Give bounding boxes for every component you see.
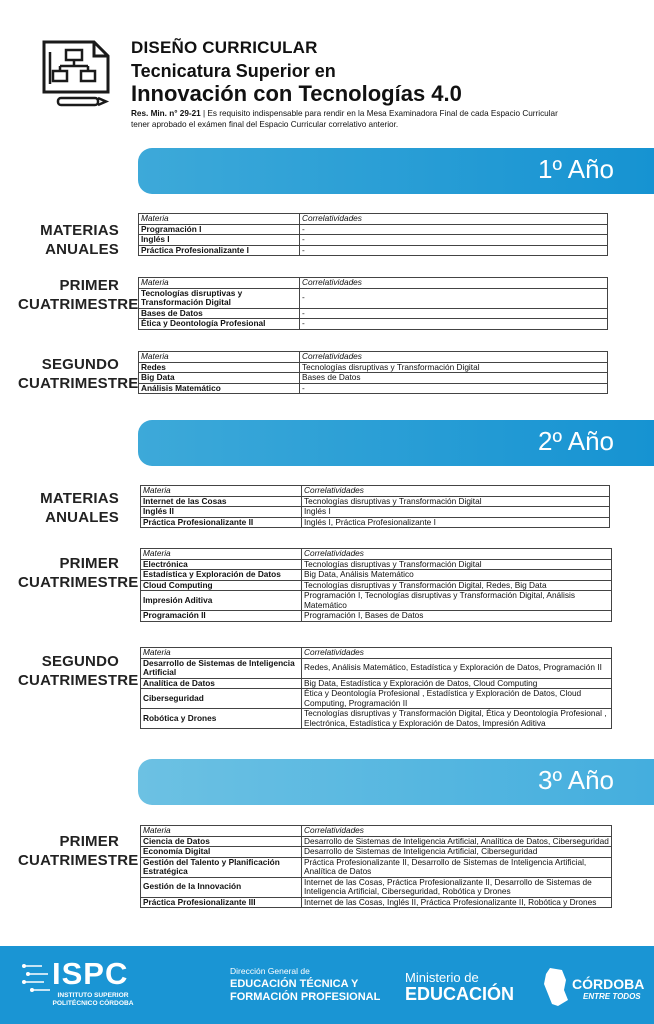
- subject-prerequisites: Big Data, Análisis Matemático: [302, 570, 612, 581]
- table-row: [141, 857, 612, 877]
- subjects-table: [140, 825, 612, 908]
- subject-prerequisites: Internet de las Cosas, Práctica Profesionalizante II, Desarrollo de Sistemas de Inteligencia Artificial, Ciberseguridad, Robótica y Drones: [302, 877, 612, 897]
- column-header-materia: Materia: [141, 549, 302, 560]
- circuit-icon: [22, 958, 56, 994]
- subject-name: Práctica Profesionalizante II: [141, 517, 302, 528]
- column-header-correlatividades: Correlatividades: [300, 352, 608, 363]
- subject-name: Práctica Profesionalizante III: [141, 897, 302, 908]
- cordoba-logo: CÓRDOBA: [572, 976, 645, 992]
- subject-name: Big Data: [139, 373, 300, 384]
- subjects-table: [140, 647, 612, 729]
- subject-name: Robótica y Drones: [141, 709, 302, 729]
- year-title: 2º Año: [537, 426, 614, 456]
- subject-name: Tecnologías disruptivas y Transformación Digital: [139, 288, 300, 308]
- subject-prerequisites: Desarrollo de Sistemas de Inteligencia Artificial, Ciberseguridad: [302, 847, 612, 858]
- year-band-2: [138, 420, 654, 466]
- table-row: [141, 591, 612, 611]
- subjects-table: [140, 548, 612, 622]
- doc-title: DISEÑO CURRICULAR: [131, 38, 318, 57]
- subject-name: Analítica de Datos: [141, 678, 302, 689]
- subject-prerequisites: Internet de las Cosas, Inglés II, Práctica Profesionalizante II, Robótica y Drones: [302, 897, 612, 908]
- table-row: [141, 559, 612, 570]
- table-row: [141, 496, 610, 507]
- subject-name: Cloud Computing: [141, 580, 302, 591]
- subject-prerequisites: Ética y Deontología Profesional , Estadística y Exploración de Datos, Cloud Computing, Programación II: [302, 689, 612, 709]
- table-row: [141, 678, 612, 689]
- resolution-label: Res. Min. n° 29-21: [131, 109, 201, 118]
- subject-name: Gestión del Talento y Planificación Estratégica: [141, 857, 302, 877]
- year-band-3: [138, 759, 654, 805]
- table-row: [141, 836, 612, 847]
- subject-prerequisites: Inglés I, Práctica Profesionalizante I: [302, 517, 610, 528]
- table-row: [141, 877, 612, 897]
- section-label: PRIMER CUATRIMESTRE: [18, 277, 139, 313]
- subjects-table: [138, 213, 608, 256]
- requirement-note: [131, 108, 561, 130]
- column-header-correlatividades: Correlatividades: [302, 486, 610, 497]
- subject-prerequisites: -: [300, 308, 608, 319]
- table-row: [139, 373, 608, 384]
- subject-prerequisites: Bases de Datos: [300, 373, 608, 384]
- subject-name: Análisis Matemático: [139, 383, 300, 394]
- table-row: [139, 308, 608, 319]
- column-header-materia: Materia: [139, 214, 300, 225]
- dg-name-line: FORMACIÓN PROFESIONAL: [230, 991, 381, 1003]
- table-row: [141, 689, 612, 709]
- dg-name: [230, 978, 380, 1004]
- subject-name: Inglés II: [141, 507, 302, 518]
- subject-name: Gestión de la Innovación: [141, 877, 302, 897]
- table-header-row: [141, 549, 612, 560]
- subject-prerequisites: Tecnologías disruptivas y Transformación Digital: [302, 496, 610, 507]
- subject-prerequisites: Programación I, Bases de Datos: [302, 611, 612, 622]
- table-row: [141, 517, 610, 528]
- subject-name: Programación I: [139, 224, 300, 235]
- table-header-row: [139, 352, 608, 363]
- cordoba-map-icon: [540, 966, 570, 1008]
- requirement-text: | Es requisito indispensable para rendir en la Mesa Examinadora Final de cada Espacio Curricular tener aprobado el exámen final del Espacio Curricular correlativo anterior.: [131, 109, 558, 129]
- table-row: [141, 570, 612, 581]
- table-row: [141, 658, 612, 678]
- subject-prerequisites: -: [300, 383, 608, 394]
- subjects-table: [140, 485, 610, 528]
- subject-name: Ciencia de Datos: [141, 836, 302, 847]
- table-row: [141, 847, 612, 858]
- subject-name: Redes: [139, 362, 300, 373]
- curriculum-diagram-icon: [38, 38, 116, 110]
- dg-label: Dirección General de: [230, 966, 310, 976]
- ministry-name: EDUCACIÓN: [405, 984, 515, 1004]
- section-label: SEGUNDO CUATRIMESTRE: [18, 356, 139, 392]
- subject-prerequisites: Tecnologías disruptivas y Transformación Digital: [302, 559, 612, 570]
- subject-prerequisites: Práctica Profesionalizante II, Desarrollo de Sistemas de Inteligencia Artificial, Analítica de Datos: [302, 857, 612, 877]
- column-header-correlatividades: Correlatividades: [300, 214, 608, 225]
- table-row: [141, 580, 612, 591]
- table-header-row: [139, 214, 608, 225]
- table-header-row: [139, 278, 608, 289]
- table-row: [141, 611, 612, 622]
- column-header-materia: Materia: [141, 648, 302, 659]
- subject-prerequisites: Tecnologías disruptivas y Transformación Digital, Ética y Deontología Profesional , Electrónica, Estadística y Exploración de Datos, Impresión Aditiva: [302, 709, 612, 729]
- doc-subtitle: Tecnicatura Superior en: [131, 61, 336, 81]
- ministry-label: Ministerio de: [405, 970, 479, 985]
- subject-prerequisites: Redes, Análisis Matemático, Estadística y Exploración de Datos, Programación II: [302, 658, 612, 678]
- table-row: [141, 897, 612, 908]
- subject-prerequisites: -: [300, 224, 608, 235]
- subject-name: Estadística y Exploración de Datos: [141, 570, 302, 581]
- subject-prerequisites: Inglés I: [302, 507, 610, 518]
- subject-name: Ética y Deontología Profesional: [139, 319, 300, 330]
- column-header-materia: Materia: [139, 352, 300, 363]
- subject-prerequisites: Big Data, Estadística y Exploración de Datos, Cloud Computing: [302, 678, 612, 689]
- table-row: [141, 709, 612, 729]
- column-header-materia: Materia: [141, 826, 302, 837]
- year-title: 1º Año: [537, 154, 614, 184]
- ispc-logo: ISPC: [52, 956, 129, 991]
- subject-name: Impresión Aditiva: [141, 591, 302, 611]
- section-label: PRIMER CUATRIMESTRE: [18, 555, 139, 591]
- column-header-correlatividades: Correlatividades: [302, 648, 612, 659]
- section-label: SEGUNDO CUATRIMESTRE: [18, 653, 139, 689]
- subject-prerequisites: -: [300, 245, 608, 256]
- subject-prerequisites: Desarrollo de Sistemas de Inteligencia Artificial, Analítica de Datos, Ciberseguridad: [302, 836, 612, 847]
- subject-prerequisites: -: [300, 288, 608, 308]
- subject-prerequisites: Programación I, Tecnologías disruptivas y Transformación Digital, Análisis Matemático: [302, 591, 612, 611]
- ispc-subtitle: INSTITUTO SUPERIOR POLITÉCNICO CÓRDOBA: [52, 992, 134, 1007]
- table-row: [139, 362, 608, 373]
- table-header-row: [141, 648, 612, 659]
- table-row: [139, 245, 608, 256]
- subjects-table: [138, 351, 608, 394]
- year-title: 3º Año: [537, 765, 614, 795]
- footer: [0, 946, 654, 1024]
- dg-name-line: EDUCACIÓN TÉCNICA Y: [230, 978, 359, 990]
- subject-name: Internet de las Cosas: [141, 496, 302, 507]
- subject-name: Desarrollo de Sistemas de Inteligencia Artificial: [141, 658, 302, 678]
- table-row: [139, 383, 608, 394]
- subject-prerequisites: Tecnologías disruptivas y Transformación Digital, Redes, Big Data: [302, 580, 612, 591]
- table-row: [141, 507, 610, 518]
- table-header-row: [141, 826, 612, 837]
- subject-name: Electrónica: [141, 559, 302, 570]
- program-name: Innovación con Tecnologías 4.0: [131, 81, 462, 106]
- table-row: [139, 235, 608, 246]
- subject-name: Programación II: [141, 611, 302, 622]
- column-header-correlatividades: Correlatividades: [302, 549, 612, 560]
- column-header-correlatividades: Correlatividades: [300, 278, 608, 289]
- section-label: MATERIAS ANUALES: [40, 490, 119, 526]
- column-header-materia: Materia: [141, 486, 302, 497]
- column-header-materia: Materia: [139, 278, 300, 289]
- subject-name: Economía Digital: [141, 847, 302, 858]
- table-row: [139, 319, 608, 330]
- cordoba-slogan: ENTRE TODOS: [583, 992, 641, 1001]
- table-row: [139, 288, 608, 308]
- subject-name: Práctica Profesionalizante I: [139, 245, 300, 256]
- subject-prerequisites: -: [300, 319, 608, 330]
- subject-prerequisites: Tecnologías disruptivas y Transformación Digital: [300, 362, 608, 373]
- section-label: MATERIAS ANUALES: [40, 222, 119, 258]
- table-row: [139, 224, 608, 235]
- table-header-row: [141, 486, 610, 497]
- year-band-1: [138, 148, 654, 194]
- subject-name: Bases de Datos: [139, 308, 300, 319]
- subject-name: Ciberseguridad: [141, 689, 302, 709]
- subjects-table: [138, 277, 608, 330]
- column-header-correlatividades: Correlatividades: [302, 826, 612, 837]
- section-label: PRIMER CUATRIMESTRE: [18, 833, 139, 869]
- subject-name: Inglés I: [139, 235, 300, 246]
- subject-prerequisites: -: [300, 235, 608, 246]
